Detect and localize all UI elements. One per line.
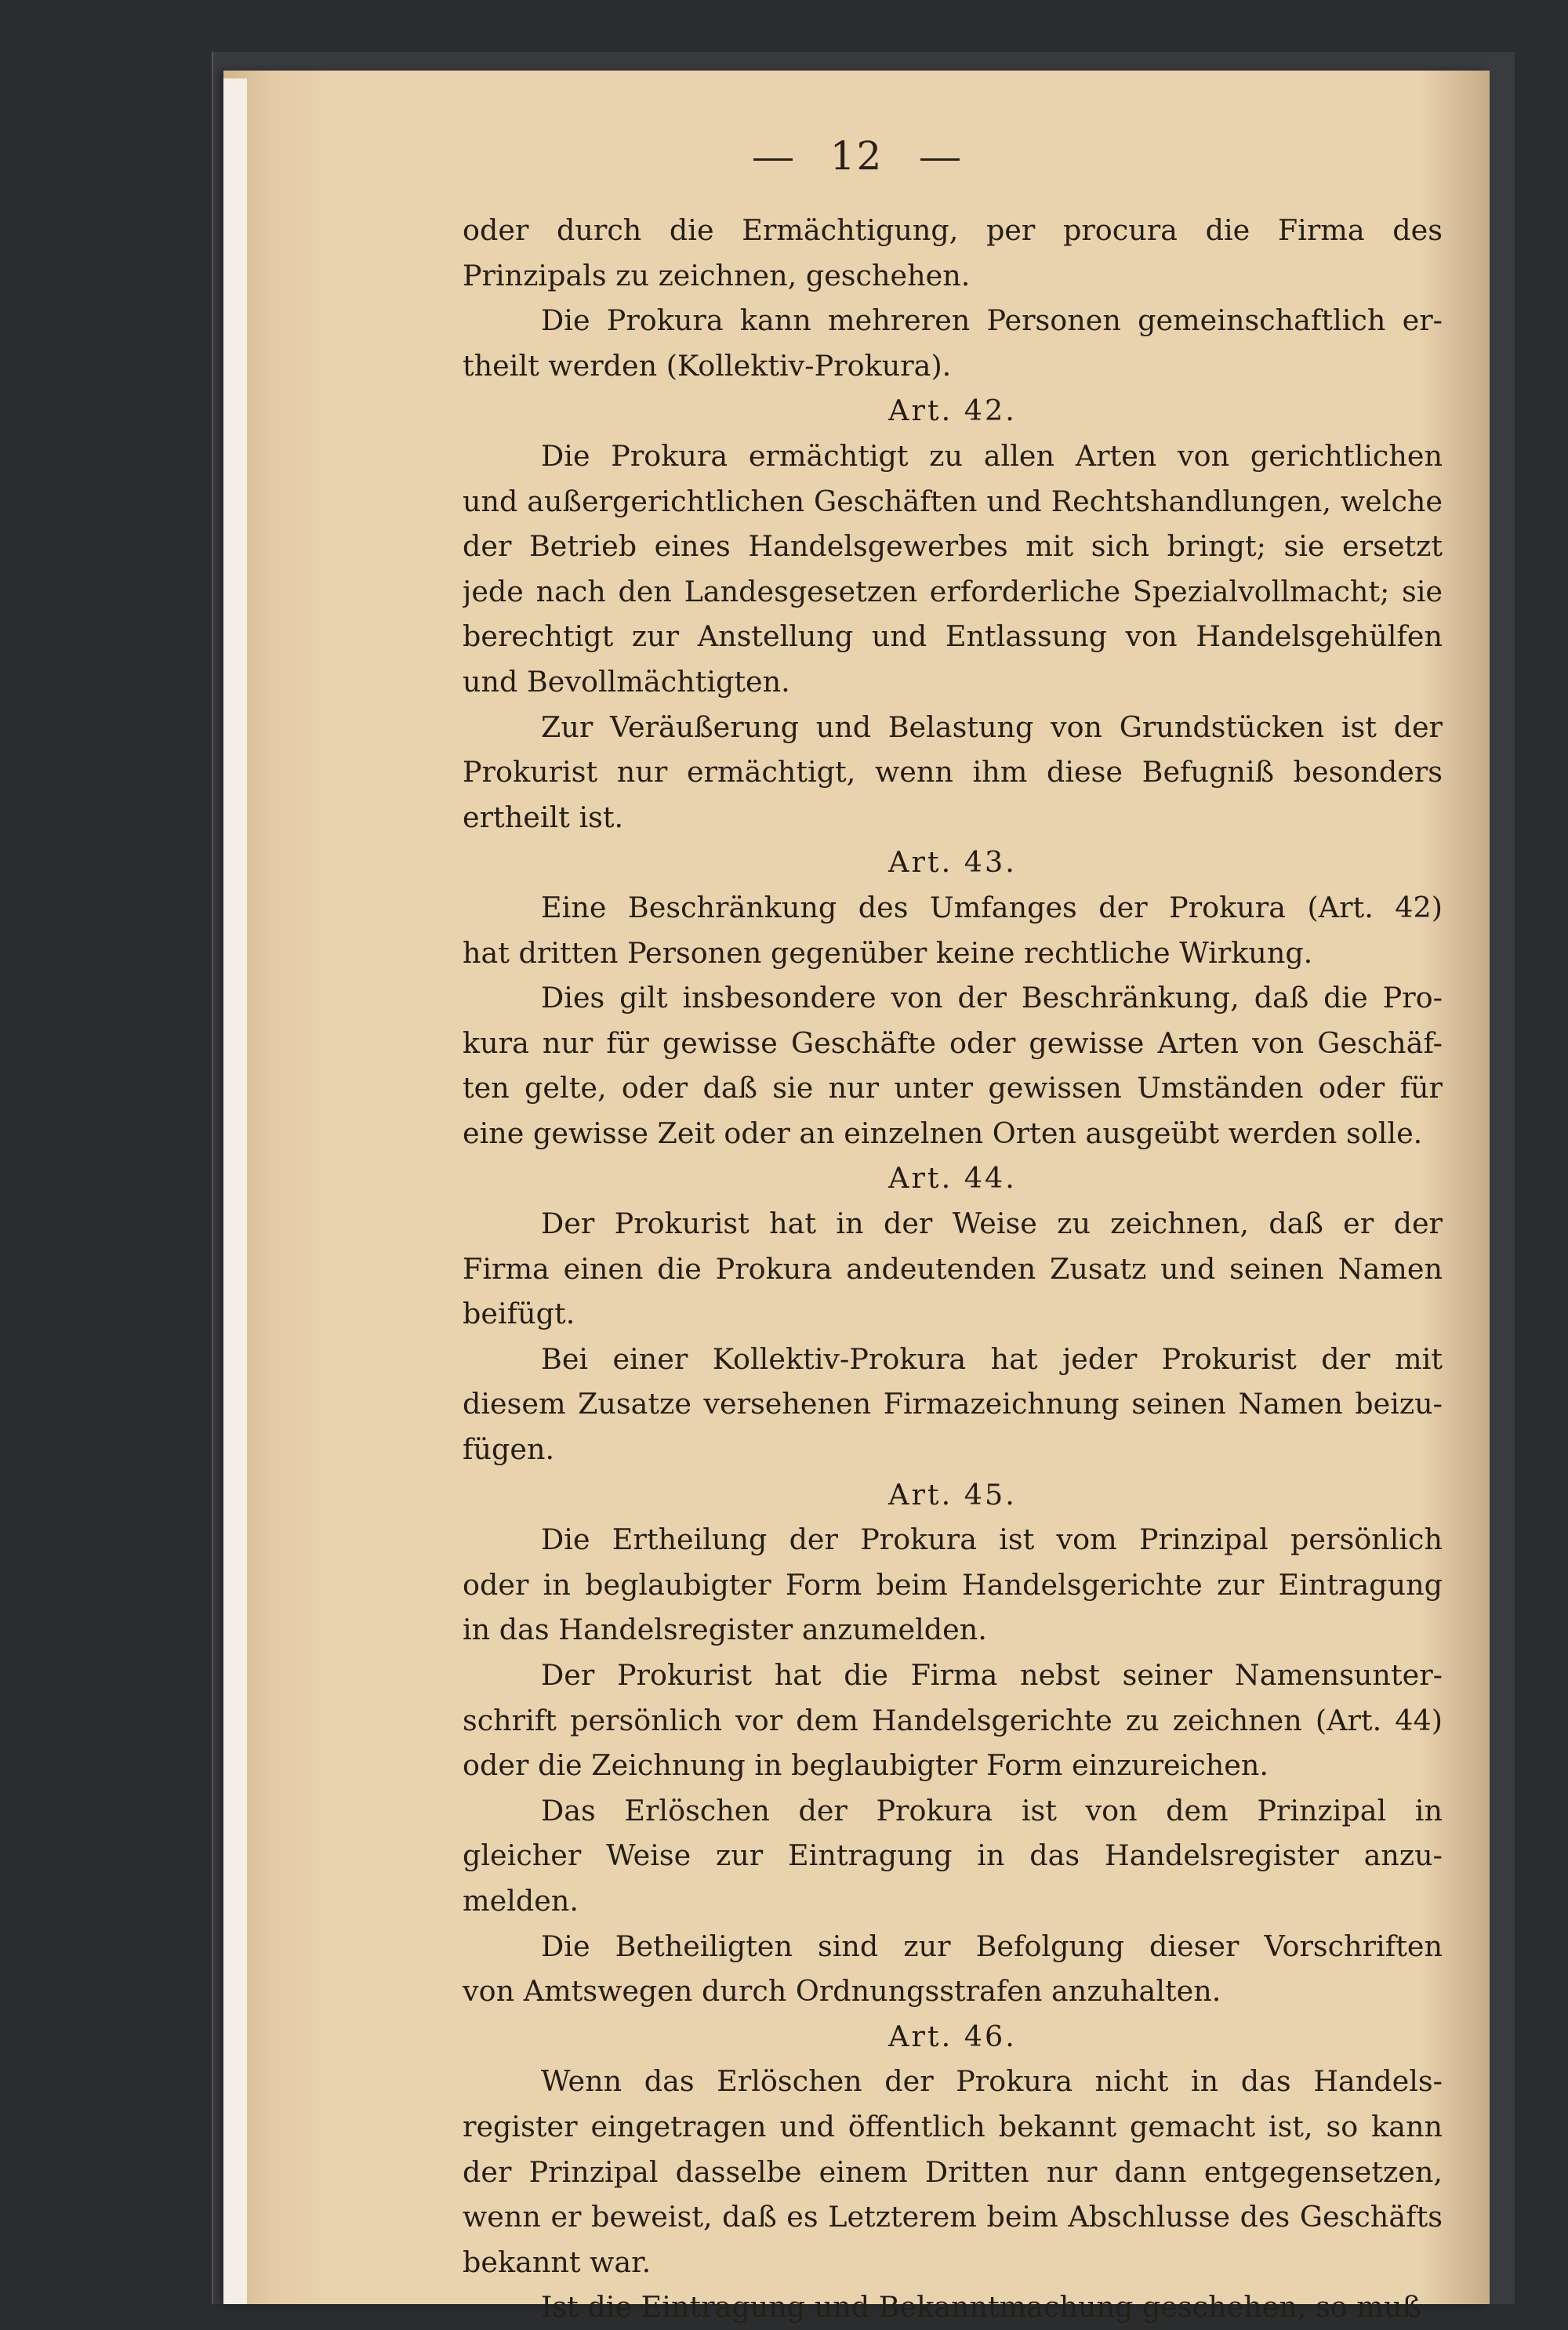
- text-line: Das Erlöschen der Prokura ist von dem Prinzipal in: [541, 1793, 1443, 1827]
- paragraph: [463, 1788, 1443, 1924]
- paragraph: [463, 1201, 1443, 1337]
- text-line: in das Handelsregister anzumelden.: [463, 1613, 987, 1647]
- page-header: [223, 133, 1490, 179]
- text-line: Dies gilt insbesondere von der Beschränkung, daß die Pro-: [541, 981, 1443, 1015]
- paragraph: [463, 1337, 1443, 1472]
- text-line: von Amtswegen durch Ordnungsstrafen anzuhalten.: [463, 1974, 1221, 2009]
- text-line: diesem Zusatze versehenen Firmazeichnung seinen Namen beizu-: [463, 1387, 1443, 1421]
- text-line: jede nach den Landesgesetzen erforderliche Spezialvollmacht; sie: [463, 574, 1443, 608]
- paragraph: [463, 885, 1443, 975]
- header-dash-right: [920, 158, 960, 161]
- text-line: ertheilt ist.: [463, 800, 624, 834]
- article-heading-text: Art. 42.: [888, 394, 1017, 428]
- text-line: Firma einen die Prokura andeutenden Zusatz und seinen Namen: [463, 1251, 1443, 1286]
- text-line: register eingetragen und öffentlich bekannt gemacht ist, so kann: [463, 2109, 1443, 2143]
- text-line: kura nur für gewisse Geschäfte oder gewisse Arten von Geschäf-: [463, 1025, 1443, 1060]
- text-line: oder in beglaubigter Form beim Handelsgerichte zur Eintragung: [463, 1567, 1443, 1602]
- text-line: Eine Beschränkung des Umfanges der Prokura (Art. 42): [541, 890, 1443, 924]
- text-line: Die Betheiligten sind zur Befolgung dieser Vorschriften: [541, 1929, 1443, 1963]
- text-line: berechtigt zur Anstellung und Entlassung von Handelsgehülfen: [463, 619, 1443, 654]
- paragraph: [463, 1924, 1443, 2014]
- text-line: Die Ertheilung der Prokura ist vom Prinzipal persönlich: [541, 1522, 1443, 1557]
- text-line: bekannt war.: [463, 2245, 652, 2279]
- text-line: Der Prokurist hat in der Weise zu zeichnen, daß er der: [541, 1207, 1443, 1241]
- page-gutter-strip: [223, 78, 247, 2304]
- text-line: schrift persönlich vor dem Handelsgerichte zu zeichnen (Art. 44): [463, 1703, 1443, 1737]
- text-line: Die Prokura ermächtigt zu allen Arten von gerichtlichen: [541, 438, 1443, 473]
- article-heading: [463, 388, 1443, 434]
- text-line: eine gewisse Zeit oder an einzelnen Orten ausgeübt werden solle.: [463, 1116, 1423, 1150]
- paragraph: [463, 208, 1443, 298]
- article-heading: [463, 1472, 1443, 1518]
- text-line: beifügt.: [463, 1297, 575, 1331]
- text-line: und außergerichtlichen Geschäften und Rechtshandlungen, welche: [463, 484, 1443, 518]
- text-line: ten gelte, oder daß sie nur unter gewissen Umständen oder für: [463, 1071, 1443, 1105]
- article-heading-text: Art. 44.: [888, 1161, 1017, 1196]
- text-line: Die Prokura kann mehreren Personen gemeinschaftlich er-: [541, 303, 1443, 338]
- text-line: Wenn das Erlöschen der Prokura nicht in das Handels-: [541, 2064, 1443, 2099]
- paragraph: [463, 2059, 1443, 2285]
- paragraph: [463, 1653, 1443, 1788]
- header-dash-left: [753, 158, 793, 161]
- text-line: melden.: [463, 1883, 579, 1918]
- text-line: der Prinzipal dasselbe einem Dritten nur dann entgegensetzen,: [463, 2154, 1443, 2189]
- text-line: und Bevollmächtigten.: [463, 664, 790, 699]
- page-body-text: [463, 208, 1443, 2330]
- text-line: gleicher Weise zur Eintragung in das Handelsregister anzu-: [463, 1838, 1443, 1873]
- text-line: wenn er beweist, daß es Letzterem beim Abschlusse des Geschäfts: [463, 2200, 1443, 2234]
- paragraph: [463, 975, 1443, 1156]
- text-line: oder durch die Ermächtigung, per procura die Firma des: [463, 213, 1443, 247]
- text-line: Prinzipals zu zeichnen, geschehen.: [463, 258, 971, 292]
- text-line: oder die Zeichnung in beglaubigter Form einzureichen.: [463, 1748, 1269, 1783]
- paragraph: [463, 1517, 1443, 1653]
- article-heading: [463, 2014, 1443, 2060]
- article-heading: [463, 1156, 1443, 1201]
- text-line: Ist die Eintragung und Bekanntmachung geschehen, so muß: [541, 2290, 1421, 2325]
- paragraph: [463, 434, 1443, 705]
- text-line: hat dritten Personen gegenüber keine rechtliche Wirkung.: [463, 935, 1313, 970]
- text-line: Der Prokurist hat die Firma nebst seiner Namensunter-: [541, 1658, 1443, 1692]
- text-line: der Betrieb eines Handelsgewerbes mit sich bringt; sie ersetzt: [463, 529, 1443, 564]
- article-heading-text: Art. 43.: [888, 845, 1017, 880]
- paragraph: [463, 2285, 1443, 2330]
- text-line: Bei einer Kollektiv-Prokura hat jeder Prokurist der mit: [541, 1341, 1443, 1376]
- text-line: Zur Veräußerung und Belastung von Grundstücken ist der: [541, 710, 1443, 744]
- article-heading-text: Art. 46.: [888, 2019, 1017, 2053]
- article-heading-text: Art. 45.: [888, 1477, 1017, 1512]
- text-line: theilt werden (Kollektiv-Prokura).: [463, 348, 952, 383]
- paragraph: [463, 705, 1443, 840]
- article-heading: [463, 840, 1443, 885]
- text-line: Prokurist nur ermächtigt, wenn ihm diese Befugniß besonders: [463, 755, 1443, 789]
- paragraph: [463, 298, 1443, 388]
- page-number: 12: [829, 133, 884, 179]
- text-line: fügen.: [463, 1432, 555, 1467]
